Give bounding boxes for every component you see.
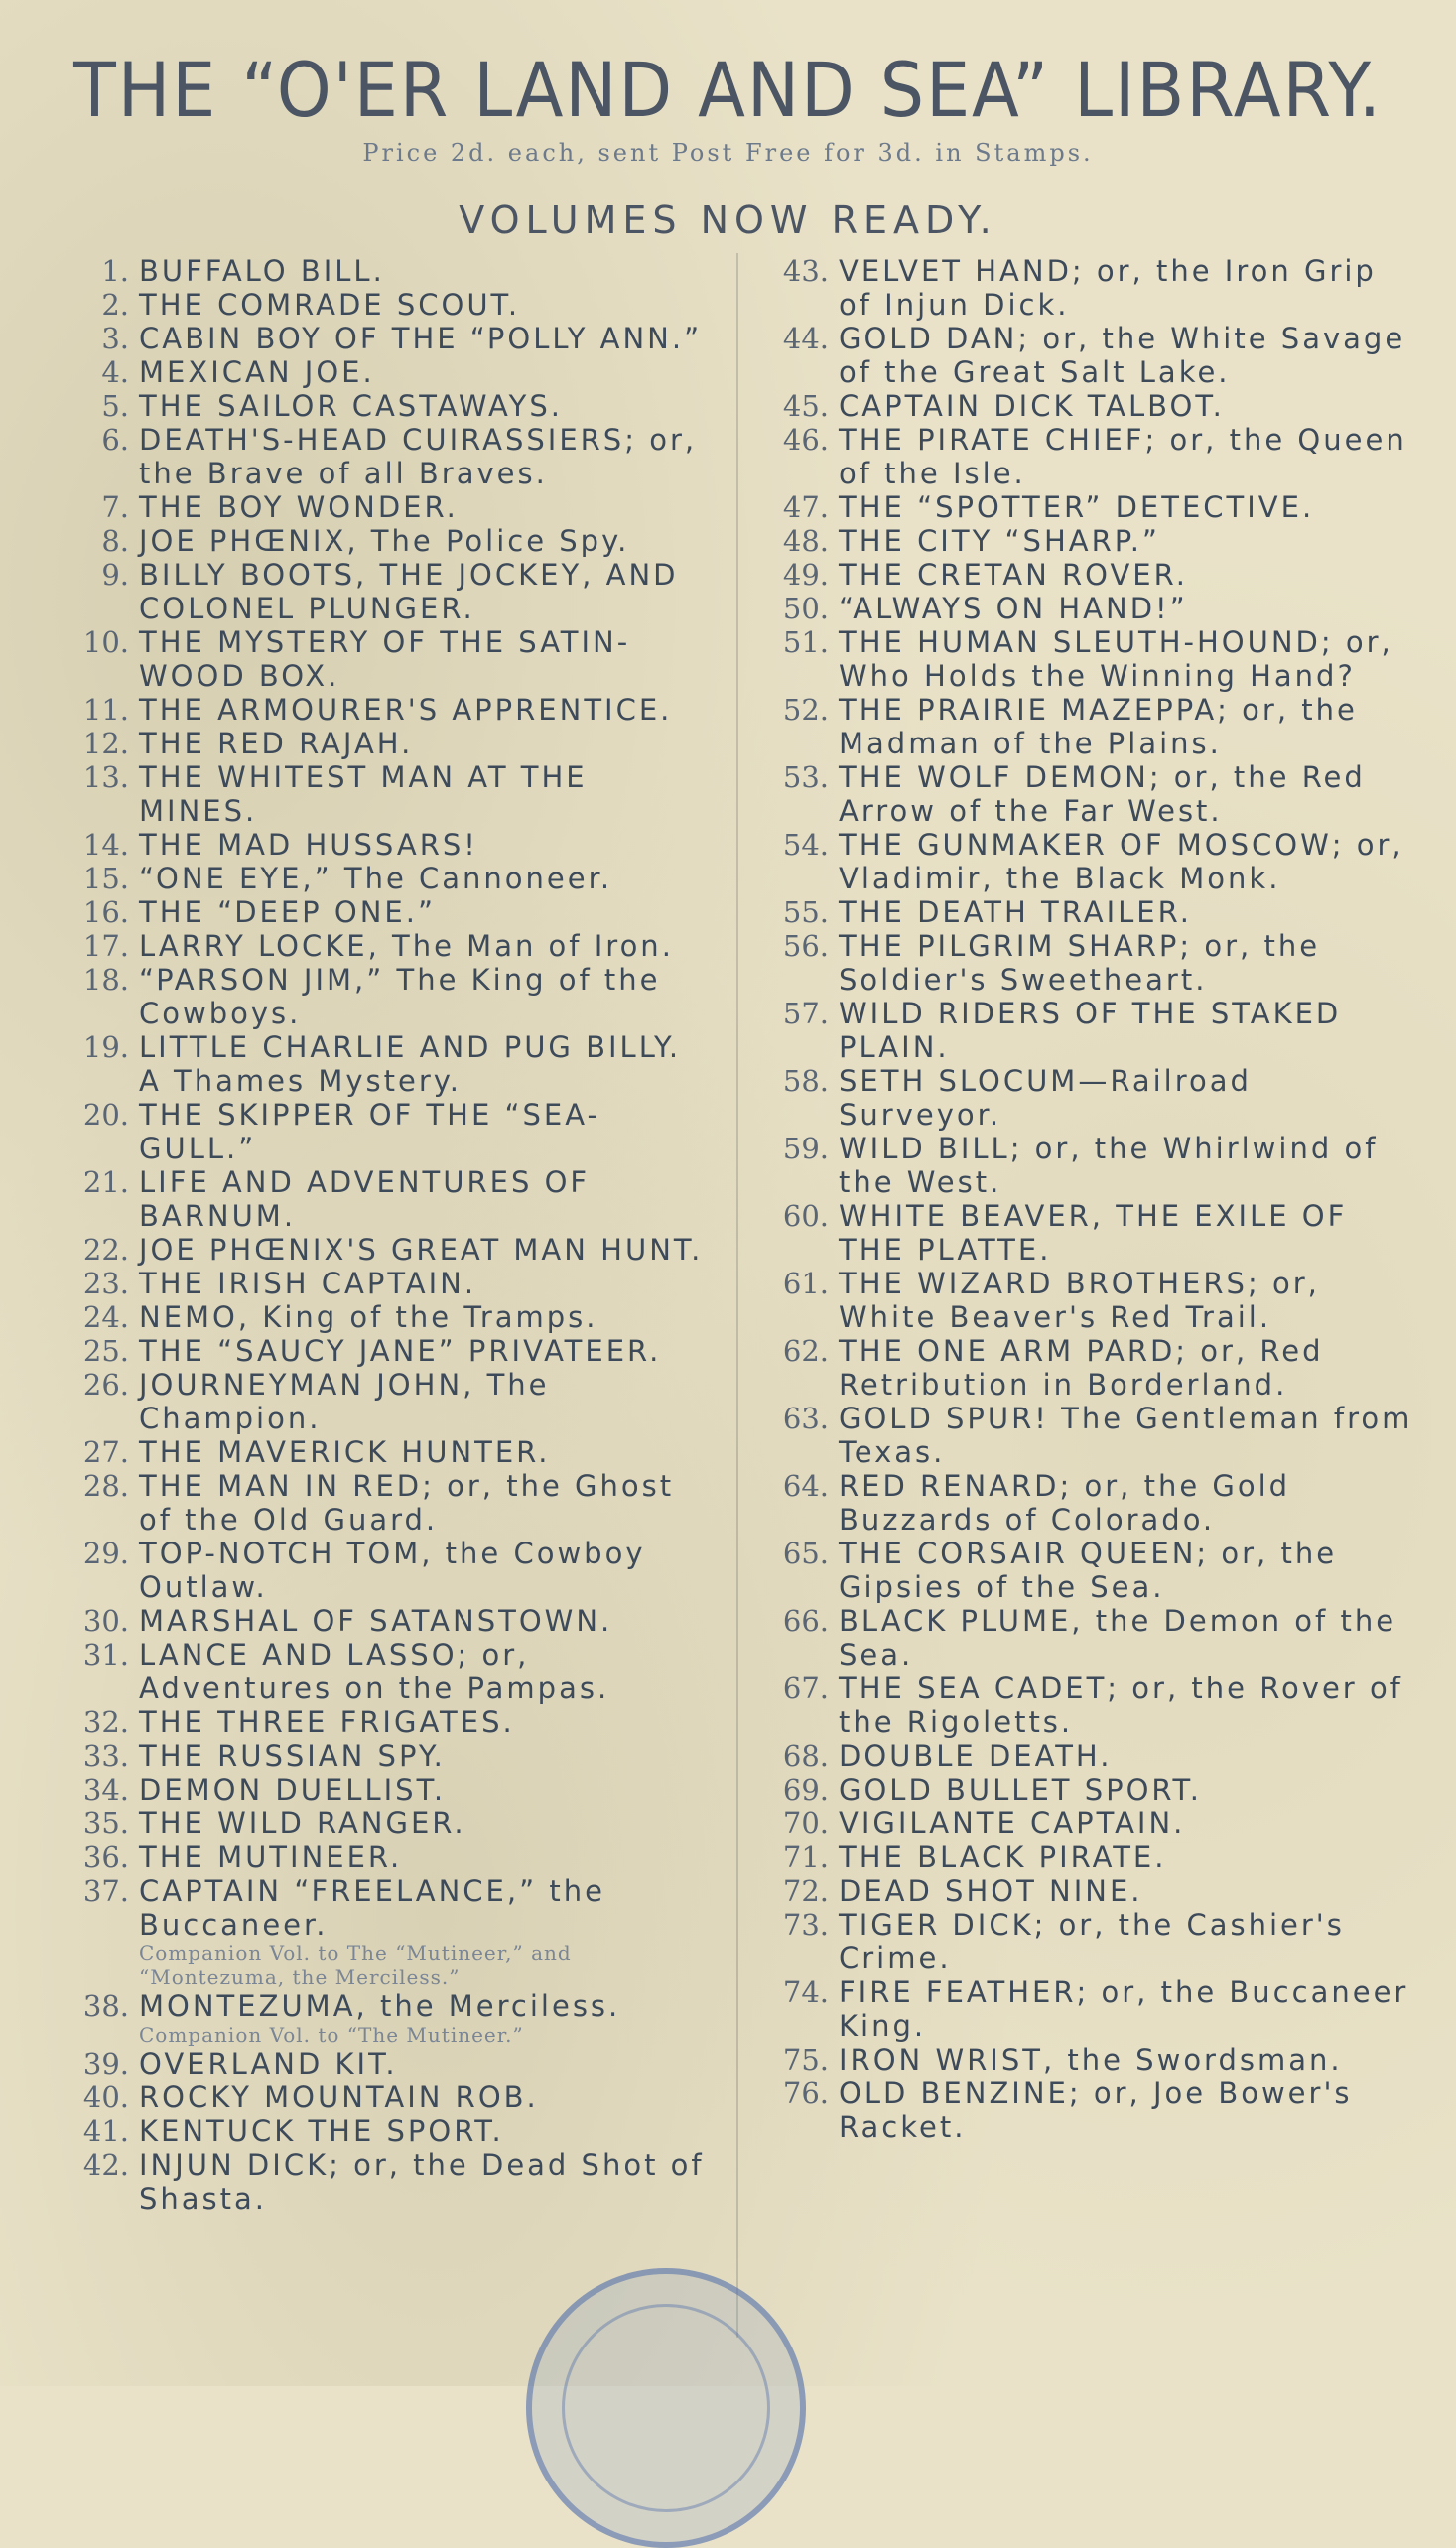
volume-title: MONTEZUMA, the Merciless. [139, 1989, 621, 2023]
volume-entry [40, 1030, 715, 1098]
volume-entry [749, 1267, 1419, 1334]
volume-entry [749, 1402, 1419, 1469]
volume-number: 5. [101, 389, 129, 423]
volume-entry [749, 1604, 1419, 1672]
volume-number: 68. [782, 1739, 829, 1773]
volume-entry [749, 929, 1419, 997]
volume-number: 24. [82, 1300, 129, 1334]
volume-number: 76. [782, 2077, 829, 2110]
volume-title: WILD BILL; or, the Whirlwind of the West. [839, 1132, 1379, 1199]
volume-entry [40, 895, 715, 929]
volume-entry [749, 1064, 1419, 1132]
volume-title: CAPTAIN DICK TALBOT. [839, 389, 1225, 423]
volume-title: GOLD BULLET SPORT. [839, 1773, 1202, 1807]
volume-entry [40, 1840, 715, 1874]
volume-entry [40, 254, 715, 288]
volume-entry [40, 1300, 715, 1334]
volume-number: 20. [82, 1098, 129, 1132]
volume-number: 38. [82, 1989, 129, 2023]
volume-number: 73. [782, 1908, 829, 1942]
volume-number: 13. [82, 760, 129, 794]
volume-number: 47. [782, 490, 829, 524]
volume-entry [40, 423, 715, 490]
volume-title: INJUN DICK; or, the Dead Shot of Shasta. [139, 2148, 705, 2215]
volume-title: VIGILANTE CAPTAIN. [839, 1807, 1186, 1840]
volume-entry [749, 1739, 1419, 1773]
volume-title: GOLD SPUR! The Gentleman from Texas. [839, 1402, 1413, 1469]
volume-entry [40, 2080, 715, 2114]
volume-number: 2. [101, 288, 129, 322]
volume-title: THE SKIPPER OF THE “SEA-GULL.” [139, 1098, 600, 1165]
volume-number: 3. [101, 322, 129, 355]
column-divider [736, 253, 738, 2338]
volume-number: 41. [82, 2114, 129, 2148]
volume-entry [40, 288, 715, 322]
volume-title: TOP-NOTCH TOM, the Cowboy Outlaw. [139, 1537, 646, 1604]
volume-title: THE MYSTERY OF THE SATIN-WOOD BOX. [139, 625, 631, 693]
volume-entry [40, 625, 715, 693]
volume-title: DEMON DUELLIST. [139, 1773, 447, 1807]
volume-number: 63. [782, 1402, 829, 1435]
volume-entry [40, 1368, 715, 1435]
volume-number: 37. [82, 1874, 129, 1908]
volume-entry [749, 828, 1419, 895]
volume-entry [749, 592, 1419, 625]
volume-entry [40, 760, 715, 828]
volume-entry [40, 1233, 715, 1267]
volume-entry [40, 1435, 715, 1469]
volume-title: SETH SLOCUM—Railroad Surveyor. [839, 1064, 1252, 1132]
volume-entry [749, 1874, 1419, 1908]
volume-title: THE “SPOTTER” DETECTIVE. [839, 490, 1315, 524]
volume-title: JOE PHŒNIX'S GREAT MAN HUNT. [139, 1233, 704, 1267]
volume-entry [749, 1199, 1419, 1267]
volume-title: JOURNEYMAN JOHN, The Champion. [139, 1368, 550, 1435]
volume-number: 55. [782, 895, 829, 929]
volume-title: BLACK PLUME, the Demon of the Sea. [839, 1604, 1397, 1672]
volume-title: NEMO, King of the Tramps. [139, 1300, 598, 1334]
volume-number: 66. [782, 1604, 829, 1638]
volume-title: FIRE FEATHER; or, the Buccaneer King. [839, 1975, 1409, 2043]
volume-entry [40, 693, 715, 727]
volume-title: THE DEATH TRAILER. [839, 895, 1192, 929]
volume-title: THE THREE FRIGATES. [139, 1705, 515, 1739]
volume-entry [749, 490, 1419, 524]
volume-title: THE SAILOR CASTAWAYS. [139, 389, 563, 423]
right-column [749, 254, 1419, 2144]
volume-entry [40, 2114, 715, 2148]
volume-title: RED RENARD; or, the Gold Buzzards of Colorado. [839, 1469, 1291, 1537]
volume-number: 48. [782, 524, 829, 558]
volume-number: 19. [82, 1030, 129, 1064]
volume-number: 46. [782, 423, 829, 457]
volume-entry [40, 1098, 715, 1165]
volume-title: THE MAVERICK HUNTER. [139, 1435, 551, 1469]
volume-entry [40, 929, 715, 963]
volume-entry [40, 2047, 715, 2080]
volume-number: 72. [782, 1874, 829, 1908]
volume-title: THE PILGRIM SHARP; or, the Soldier's Sweetheart. [839, 929, 1321, 997]
volume-number: 31. [82, 1638, 129, 1672]
volume-number: 34. [82, 1773, 129, 1807]
volume-entry [749, 2043, 1419, 2077]
volume-entry [40, 1334, 715, 1368]
volume-entry [749, 322, 1419, 389]
volume-title: THE ARMOURER'S APPRENTICE. [139, 693, 673, 727]
volume-entry [40, 389, 715, 423]
volume-number: 18. [82, 963, 129, 997]
volume-number: 62. [782, 1334, 829, 1368]
volume-number: 21. [82, 1165, 129, 1199]
volume-title: GOLD DAN; or, the White Savage of the Great Salt Lake. [839, 322, 1406, 389]
section-heading: VOLUMES NOW READY. [459, 199, 997, 242]
volume-number: 35. [82, 1807, 129, 1840]
volume-number: 40. [82, 2080, 129, 2114]
volume-entry [749, 1334, 1419, 1402]
volume-entry [749, 254, 1419, 322]
volume-title: TIGER DICK; or, the Cashier's Crime. [839, 1908, 1345, 1975]
volume-entry [40, 828, 715, 862]
volume-number: 45. [782, 389, 829, 423]
volume-number: 7. [101, 490, 129, 524]
volume-title: LARRY LOCKE, The Man of Iron. [139, 929, 674, 963]
volume-entry [40, 322, 715, 355]
volume-title: JOE PHŒNIX, The Police Spy. [139, 524, 630, 558]
volume-number: 75. [782, 2043, 829, 2077]
volume-title: THE ONE ARM PARD; or, Red Retribution in Borderland. [839, 1334, 1324, 1402]
volume-entry [749, 1672, 1419, 1739]
volume-title: LITTLE CHARLIE AND PUG BILLY. A Thames Mystery. [139, 1030, 682, 1098]
volume-entry [749, 524, 1419, 558]
volume-entry [40, 1469, 715, 1537]
volume-number: 23. [82, 1267, 129, 1300]
volume-number: 28. [82, 1469, 129, 1503]
volume-number: 50. [782, 592, 829, 625]
volume-number: 9. [101, 558, 129, 592]
volume-entry [749, 997, 1419, 1064]
volume-number: 60. [782, 1199, 829, 1233]
volume-entry [40, 524, 715, 558]
volume-title: THE BOY WONDER. [139, 490, 459, 524]
volume-number: 15. [82, 862, 129, 895]
volume-number: 26. [82, 1368, 129, 1402]
volume-number: 69. [782, 1773, 829, 1807]
volume-title: THE “SAUCY JANE” PRIVATEER. [139, 1334, 662, 1368]
volume-number: 64. [782, 1469, 829, 1503]
volume-number: 22. [82, 1233, 129, 1267]
volume-title: THE CORSAIR QUEEN; or, the Gipsies of the Sea. [839, 1537, 1338, 1604]
volume-number: 57. [782, 997, 829, 1030]
volume-title: THE COMRADE SCOUT. [139, 288, 521, 322]
volume-title: THE SEA CADET; or, the Rover of the Rigoletts. [839, 1672, 1403, 1739]
volume-number: 71. [782, 1840, 829, 1874]
volume-number: 56. [782, 929, 829, 963]
volume-entry [40, 558, 715, 625]
volume-number: 33. [82, 1739, 129, 1773]
volume-number: 70. [782, 1807, 829, 1840]
volume-number: 6. [101, 423, 129, 457]
volume-title: THE PRAIRIE MAZEPPA; or, the Madman of the Plains. [839, 693, 1358, 760]
volume-title: THE HUMAN SLEUTH-HOUND; or, Who Holds the Winning Hand? [839, 625, 1393, 693]
volume-number: 29. [82, 1537, 129, 1570]
volume-number: 25. [82, 1334, 129, 1368]
volume-title: THE “DEEP ONE.” [139, 895, 436, 929]
volume-title: DOUBLE DEATH. [839, 1739, 1113, 1773]
volume-entry [749, 558, 1419, 592]
volume-number: 1. [101, 254, 129, 288]
volume-number: 59. [782, 1132, 829, 1165]
volume-number: 12. [82, 727, 129, 760]
volume-title: THE WILD RANGER. [139, 1807, 466, 1840]
volume-entry [749, 693, 1419, 760]
volume-number: 58. [782, 1064, 829, 1098]
volume-title: LANCE AND LASSO; or, Adventures on the Pampas. [139, 1638, 610, 1705]
volume-number: 74. [782, 1975, 829, 2009]
volume-entry [749, 1807, 1419, 1840]
volume-title: “PARSON JIM,” The King of the Cowboys. [139, 963, 661, 1030]
volume-number: 14. [82, 828, 129, 862]
volume-entry [40, 1165, 715, 1233]
volume-title: THE RUSSIAN SPY. [139, 1739, 446, 1773]
volume-entry [749, 760, 1419, 828]
volume-entry [40, 1874, 715, 1942]
volume-entry [749, 1908, 1419, 1975]
volume-number: 61. [782, 1267, 829, 1300]
volume-title: KENTUCK THE SPORT. [139, 2114, 504, 2148]
volume-title: THE RED RAJAH. [139, 727, 414, 760]
volume-title: OLD BENZINE; or, Joe Bower's Racket. [839, 2077, 1353, 2144]
volume-number: 49. [782, 558, 829, 592]
volume-number: 51. [782, 625, 829, 659]
volume-entry [40, 1807, 715, 1840]
volume-entry [40, 1604, 715, 1638]
volume-number: 67. [782, 1672, 829, 1705]
volume-title: WILD RIDERS OF THE STAKED PLAIN. [839, 997, 1342, 1064]
volume-title: WHITE BEAVER, THE EXILE OF THE PLATTE. [839, 1199, 1348, 1267]
volume-title: VELVET HAND; or, the Iron Grip of Injun Dick. [839, 254, 1377, 322]
volume-number: 8. [101, 524, 129, 558]
volume-entry [40, 1537, 715, 1604]
left-column [40, 254, 715, 2215]
volume-title: DEATH'S-HEAD CUIRASSIERS; or, the Brave of all Braves. [139, 423, 698, 490]
volume-entry [40, 1705, 715, 1739]
volume-entry [40, 862, 715, 895]
volume-entry [40, 1739, 715, 1773]
price-line: Price 2d. each, sent Post Free for 3d. in Stamps. [362, 139, 1094, 167]
volume-title: DEAD SHOT NINE. [839, 1874, 1143, 1908]
volume-entry [749, 1132, 1419, 1199]
volume-number: 4. [101, 355, 129, 389]
volume-number: 32. [82, 1705, 129, 1739]
volume-entry [40, 355, 715, 389]
volume-number: 43. [782, 254, 829, 288]
volume-title: THE BLACK PIRATE. [839, 1840, 1167, 1874]
volume-title: THE WHITEST MAN AT THE MINES. [139, 760, 588, 828]
library-stamp [526, 2268, 806, 2548]
volume-entry [40, 490, 715, 524]
volume-number: 44. [782, 322, 829, 355]
volume-entry [40, 2148, 715, 2215]
volume-entry [749, 423, 1419, 490]
volume-title: THE MAN IN RED; or, the Ghost of the Old Guard. [139, 1469, 675, 1537]
library-stamp-ring [562, 2304, 770, 2512]
volume-title: IRON WRIST, the Swordsman. [839, 2043, 1343, 2077]
volume-entry [749, 1537, 1419, 1604]
volume-title: THE WIZARD BROTHERS; or, White Beaver's Red Trail. [839, 1267, 1320, 1334]
volume-title: BILLY BOOTS, THE JOCKEY, AND COLONEL PLUNGER. [139, 558, 679, 625]
volume-entry [40, 1267, 715, 1300]
volume-title: “ONE EYE,” The Cannoneer. [139, 862, 613, 895]
volume-title: OVERLAND KIT. [139, 2047, 398, 2080]
volume-number: 65. [782, 1537, 829, 1570]
volume-number: 10. [82, 625, 129, 659]
volume-entry [749, 1840, 1419, 1874]
volume-number: 30. [82, 1604, 129, 1638]
volume-entry [40, 1773, 715, 1807]
volume-title: ROCKY MOUNTAIN ROB. [139, 2080, 539, 2114]
volume-entry [40, 1638, 715, 1705]
volume-entry [749, 2077, 1419, 2144]
volume-number: 42. [82, 2148, 129, 2182]
volume-entry [749, 1975, 1419, 2043]
volume-entry [749, 389, 1419, 423]
volume-title: THE GUNMAKER OF MOSCOW; or, Vladimir, the Black Monk. [839, 828, 1404, 895]
volume-title: LIFE AND ADVENTURES OF BARNUM. [139, 1165, 591, 1233]
volume-title: THE CRETAN ROVER. [839, 558, 1188, 592]
volume-number: 53. [782, 760, 829, 794]
volume-entry [749, 1469, 1419, 1537]
volume-title: MEXICAN JOE. [139, 355, 375, 389]
volume-title: CAPTAIN “FREELANCE,” the Buccaneer. [139, 1874, 605, 1942]
volume-entry [40, 1989, 715, 2023]
volume-entry [40, 963, 715, 1030]
volume-number: 52. [782, 693, 829, 727]
volume-number: 16. [82, 895, 129, 929]
volume-number: 36. [82, 1840, 129, 1874]
volume-title: CABIN BOY OF THE “POLLY ANN.” [139, 322, 703, 355]
library-title: THE “O'ER LAND AND SEA” LIBRARY. [73, 46, 1383, 134]
volume-title: THE MUTINEER. [139, 1840, 403, 1874]
volume-number: 54. [782, 828, 829, 862]
volume-note: Companion Vol. to “The Mutineer.” [139, 2023, 524, 2047]
volume-title: THE PIRATE CHIEF; or, the Queen of the Isle. [839, 423, 1407, 490]
volume-number: 11. [82, 693, 129, 727]
volume-entry [749, 625, 1419, 693]
volume-number: 27. [82, 1435, 129, 1469]
volume-entry [40, 727, 715, 760]
volume-number: 17. [82, 929, 129, 963]
volume-note: Companion Vol. to The “Mutineer,” and “Montezuma, the Merciless.” [139, 1942, 572, 1989]
volume-title: MARSHAL OF SATANSTOWN. [139, 1604, 613, 1638]
volume-title: THE CITY “SHARP.” [839, 524, 1160, 558]
volume-number: 39. [82, 2047, 129, 2080]
volume-title: “ALWAYS ON HAND!” [839, 592, 1188, 625]
volume-title: THE IRISH CAPTAIN. [139, 1267, 477, 1300]
volume-entry [749, 1773, 1419, 1807]
volume-title: THE WOLF DEMON; or, the Red Arrow of the Far West. [839, 760, 1366, 828]
volume-entry [749, 895, 1419, 929]
volume-title: THE MAD HUSSARS! [139, 828, 478, 862]
volume-title: BUFFALO BILL. [139, 254, 385, 288]
